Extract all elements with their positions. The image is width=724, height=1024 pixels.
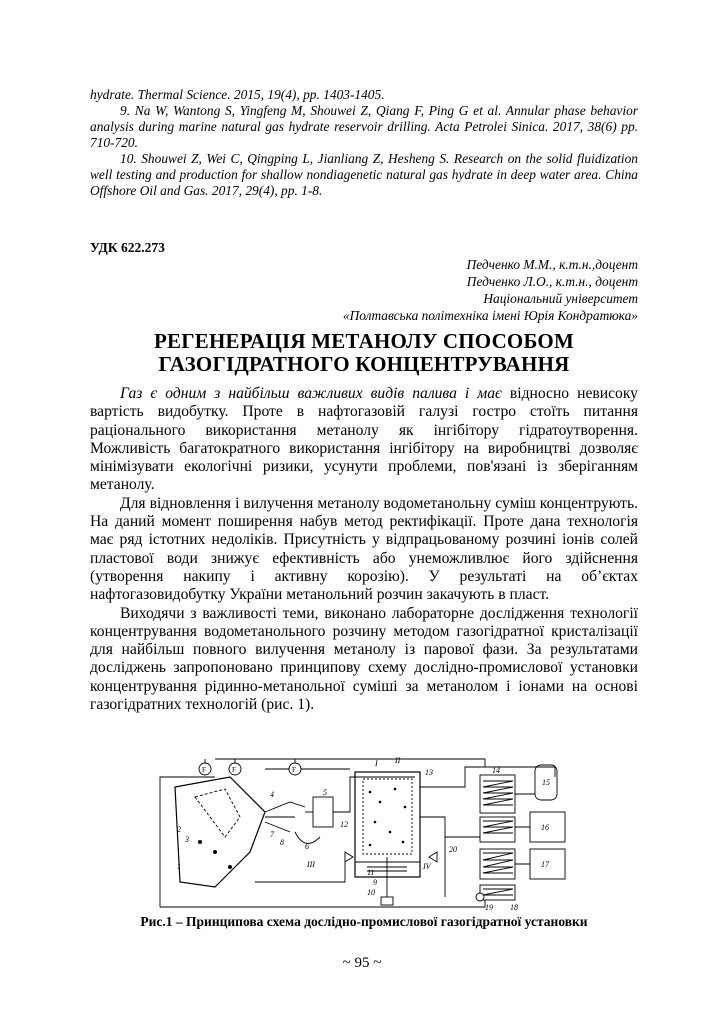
title-line-2: ГАЗОГІДРАТНОГО КОНЦЕНТРУВАННЯ [158,352,570,376]
label-IV: IV [423,862,431,871]
label-III: III [307,860,315,869]
paragraph-3: Виходячи з важливості теми, виконано лабораторне дослідження технології концентрування водометанольного розчину методом газогідратної кристалізації для найбільш повного вилучення метанолу із парової фази. За результатами досліджень запропоновано принципову схему дослідно-промислової установки концентрування рідинно-метанольної суміші за метанолом і іонами на основі газогідратних технологій (рис. 1). [90,604,638,714]
label-14: 14 [492,766,500,775]
udc-code: УДК 622.273 [90,240,165,255]
affiliation-name: «Полтавська політехніка імені Юрія Кондратюка» [342,308,638,323]
author-2: Педченко Л.О., к.т.н., доцент [466,274,638,289]
paragraph-1-text: відносно невисоку вартість видобутку. Проте в нафтогазовій галузі гостро стоїть питання раціонального використання метанолу як інгібітору гідратоутворення. Можливість багатократного використання інгібітору на виробництві дозволяє мінімізувати екологічні ризики, усунути проблеми, пов'язані із зберіганням метанолу. [90,385,638,494]
author-1: Педченко М.М., к.т.н.,доцент [466,257,638,272]
paragraph-1-italic: Газ є одним з найбільш важливих видів палива і має [120,385,502,402]
label-1: 1 [177,862,181,871]
label-8: 8 [280,838,284,847]
label-II: II [395,757,401,765]
label-15: 15 [542,778,550,787]
author-block [218,256,638,324]
label-18: 18 [510,903,518,912]
article-title [90,330,638,376]
label-5: 5 [323,788,327,797]
label-10: 10 [367,888,375,897]
figure-caption: Рис.1 – Принципова схема дослідно-промислової газогідратної установки [140,914,588,929]
title-line-1: РЕГЕНЕРАЦІЯ МЕТАНОЛУ СПОСОБОМ [154,329,574,353]
installation-schematic [155,757,571,912]
label-I: I [375,759,378,768]
reference-item: 9. Na W, Wantong S, Yingfeng M, Shouwei Z, Qiang F, Ping G et al. Annular phase behavior analysis during marine natural gas hydrate reservoir drilling. Acta Petrolei Sinica. 2017, 38(6) pp. 710-720. [90,103,638,150]
label-F: F [232,766,236,774]
label-19: 19 [485,903,493,912]
label-12: 12 [340,820,348,829]
label-3: 3 [185,835,189,844]
label-9: 9 [373,878,377,887]
affiliation: Національний університет [483,291,638,306]
references-list [90,87,638,199]
label-4: 4 [270,790,274,799]
label-6: 6 [305,842,309,851]
label-2: 2 [177,825,181,834]
paragraph-1 [90,385,638,495]
reference-item: 10. Shouwei Z, Wei C, Qingping L, Jianliang Z, Hesheng S. Research on the solid fluidization well testing and production for shallow nondiagenetic natural gas hydrate in deep water area. China Offshore Oil and Gas. 2017, 29(4), pp. 1-8. [90,151,638,198]
label-11: 11 [367,868,375,877]
label-16: 16 [541,823,549,832]
label-20: 20 [449,845,457,854]
reference-item: hydrate. Thermal Science. 2015, 19(4), pp. 1403-1405. [90,87,385,102]
page-number: ~ 95 ~ [342,955,382,971]
label-F: F [292,766,296,774]
label-F: F [202,766,206,774]
paragraph-2: Для відновлення і вилучення метанолу водометанольну суміш концентрують. На даний момент поширення набув метод ректифікації. Проте дана технологія має ряд істотних недоліків. Присутність у відпрацьованому розчині іонів солей пластової води знижує ефективність або унеможливлює його здійснення (утворення накипу і активну корозію). У результаті на об’єктах нафтогазовидобутку України метанольний розчин закачують в пласт. [90,494,638,604]
label-7: 7 [270,830,274,839]
article-body [90,385,638,714]
label-17: 17 [541,860,549,869]
label-13: 13 [425,768,433,777]
